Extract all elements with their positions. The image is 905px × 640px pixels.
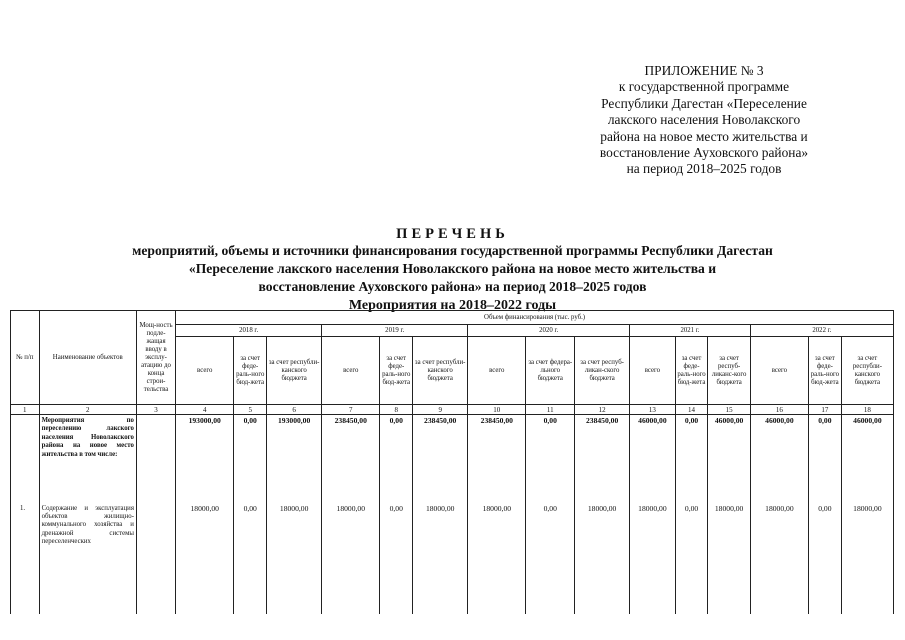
subtitle-line: восстановление Ауховского района» на период 2018–2025 годов <box>258 279 647 295</box>
financing-table <box>10 310 894 614</box>
value-republic-2020: 18000,00 <box>575 499 630 614</box>
value-total-2021: 18000,00 <box>630 499 676 614</box>
row-capacity <box>136 415 175 499</box>
appendix-line: Республики Дагестан «Переселение <box>601 95 807 111</box>
header-federal-budget: за счет феде-раль-ного бюд-жета <box>234 337 267 405</box>
column-number: 3 <box>136 405 175 415</box>
value-republic-2020: 238450,00 <box>575 415 630 499</box>
header-total: всего <box>322 337 380 405</box>
value-federal-2021: 0,00 <box>675 415 708 499</box>
header-year-2018: 2018 г. <box>176 325 322 337</box>
value-total-2020: 238450,00 <box>468 415 526 499</box>
header-total: всего <box>176 337 234 405</box>
header-republic-budget: за счет респуб-ликанс-кого бюджета <box>708 337 750 405</box>
appendix-line: восстановление Ауховского района» <box>599 145 809 161</box>
header-capacity: Мощ-ность подле-жащая вводу в эксплу-атацию до конца строи-тельства <box>136 311 175 405</box>
appendix-line: ПРИЛОЖЕНИЕ № 3 <box>644 63 764 78</box>
appendix-line: лакского населения Новолакского <box>607 112 801 128</box>
value-total-2020: 18000,00 <box>468 499 526 614</box>
value-federal-2019: 0,00 <box>380 499 413 614</box>
row-index: 1. <box>11 499 40 614</box>
value-total-2019: 238450,00 <box>322 415 380 499</box>
row-index <box>11 415 40 499</box>
value-total-2022: 18000,00 <box>750 499 808 614</box>
header-federal-budget: за счет федера-льного бюджета <box>526 337 575 405</box>
header-republic-budget: за счет республи-канского бюджета <box>841 337 893 405</box>
column-number: 11 <box>526 405 575 415</box>
value-federal-2022: 0,00 <box>808 499 841 614</box>
value-federal-2019: 0,00 <box>380 415 413 499</box>
column-number: 16 <box>750 405 808 415</box>
appendix-line: района на новое место жительства и <box>600 128 808 144</box>
value-total-2019: 18000,00 <box>322 499 380 614</box>
column-number: 9 <box>413 405 468 415</box>
value-republic-2019: 238450,00 <box>413 415 468 499</box>
column-number: 8 <box>380 405 413 415</box>
table-row-total <box>11 415 894 499</box>
value-federal-2018: 0,00 <box>234 499 267 614</box>
column-number: 4 <box>176 405 234 415</box>
appendix-line: к государственной программе <box>618 79 790 95</box>
header-total: всего <box>468 337 526 405</box>
column-number: 5 <box>234 405 267 415</box>
value-federal-2020: 0,00 <box>526 499 575 614</box>
header-total: всего <box>750 337 808 405</box>
column-number: 18 <box>841 405 893 415</box>
value-republic-2019: 18000,00 <box>413 499 468 614</box>
column-number: 2 <box>39 405 136 415</box>
value-federal-2018: 0,00 <box>234 415 267 499</box>
document-subtitle <box>0 242 905 315</box>
value-federal-2022: 0,00 <box>808 415 841 499</box>
header-republic-budget: за счет республи-канского бюджета <box>413 337 468 405</box>
value-republic-2022: 18000,00 <box>841 499 893 614</box>
appendix-line: на период 2018–2025 годов <box>626 161 782 177</box>
header-year-2022: 2022 г. <box>750 325 893 337</box>
column-number: 1 <box>11 405 40 415</box>
column-number: 7 <box>322 405 380 415</box>
header-name: Наименование объектов <box>39 311 136 405</box>
column-number: 14 <box>675 405 708 415</box>
row-capacity <box>136 499 175 614</box>
value-federal-2020: 0,00 <box>526 415 575 499</box>
column-number: 15 <box>708 405 750 415</box>
appendix-block <box>590 63 818 178</box>
column-number: 13 <box>630 405 676 415</box>
header-federal-budget: за счет феде-раль-ного бюд-жета <box>675 337 708 405</box>
row-name: Мероприятия по переселению лакского населения Новолакского района на новое место жительства в том числе: <box>39 415 136 499</box>
header-num: № п/п <box>11 311 40 405</box>
header-total: всего <box>630 337 676 405</box>
value-total-2022: 46000,00 <box>750 415 808 499</box>
table-row <box>11 499 894 614</box>
column-number: 12 <box>575 405 630 415</box>
subtitle-period: Мероприятия на 2018–2022 годы <box>348 297 557 313</box>
row-name: Содержание и эксплуатация объектов жилищно-коммунального хозяйства и дренажной системы переселенческих <box>39 499 136 614</box>
column-number: 17 <box>808 405 841 415</box>
value-republic-2018: 193000,00 <box>267 415 322 499</box>
header-financing: Объем финансирования (тыс. руб.) <box>176 311 894 325</box>
header-federal-budget: за счет феде-раль-ного бюд-жета <box>808 337 841 405</box>
header-year-2020: 2020 г. <box>468 325 630 337</box>
column-number: 10 <box>468 405 526 415</box>
header-republic-budget: за счет респуб-ликан-ского бюджета <box>575 337 630 405</box>
value-total-2018: 18000,00 <box>176 499 234 614</box>
subtitle-line: мероприятий, объемы и источники финансирования государственной программы Республики Дагестан <box>132 243 773 258</box>
header-federal-budget: за счет феде-раль-ного бюд-жета <box>380 337 413 405</box>
value-republic-2021: 18000,00 <box>708 499 750 614</box>
value-republic-2022: 46000,00 <box>841 415 893 499</box>
document-title: ПЕРЕЧЕНЬ <box>396 226 509 242</box>
value-total-2021: 46000,00 <box>630 415 676 499</box>
value-total-2018: 193000,00 <box>176 415 234 499</box>
header-republic-budget: за счет республи-канского бюджета <box>267 337 322 405</box>
header-year-2019: 2019 г. <box>322 325 468 337</box>
subtitle-line: «Переселение лакского населения Новолакского района на новое место жительства и <box>188 261 717 277</box>
column-number: 6 <box>267 405 322 415</box>
value-federal-2021: 0,00 <box>675 499 708 614</box>
header-year-2021: 2021 г. <box>630 325 751 337</box>
value-republic-2018: 18000,00 <box>267 499 322 614</box>
value-republic-2021: 46000,00 <box>708 415 750 499</box>
document-title-block <box>0 226 905 315</box>
